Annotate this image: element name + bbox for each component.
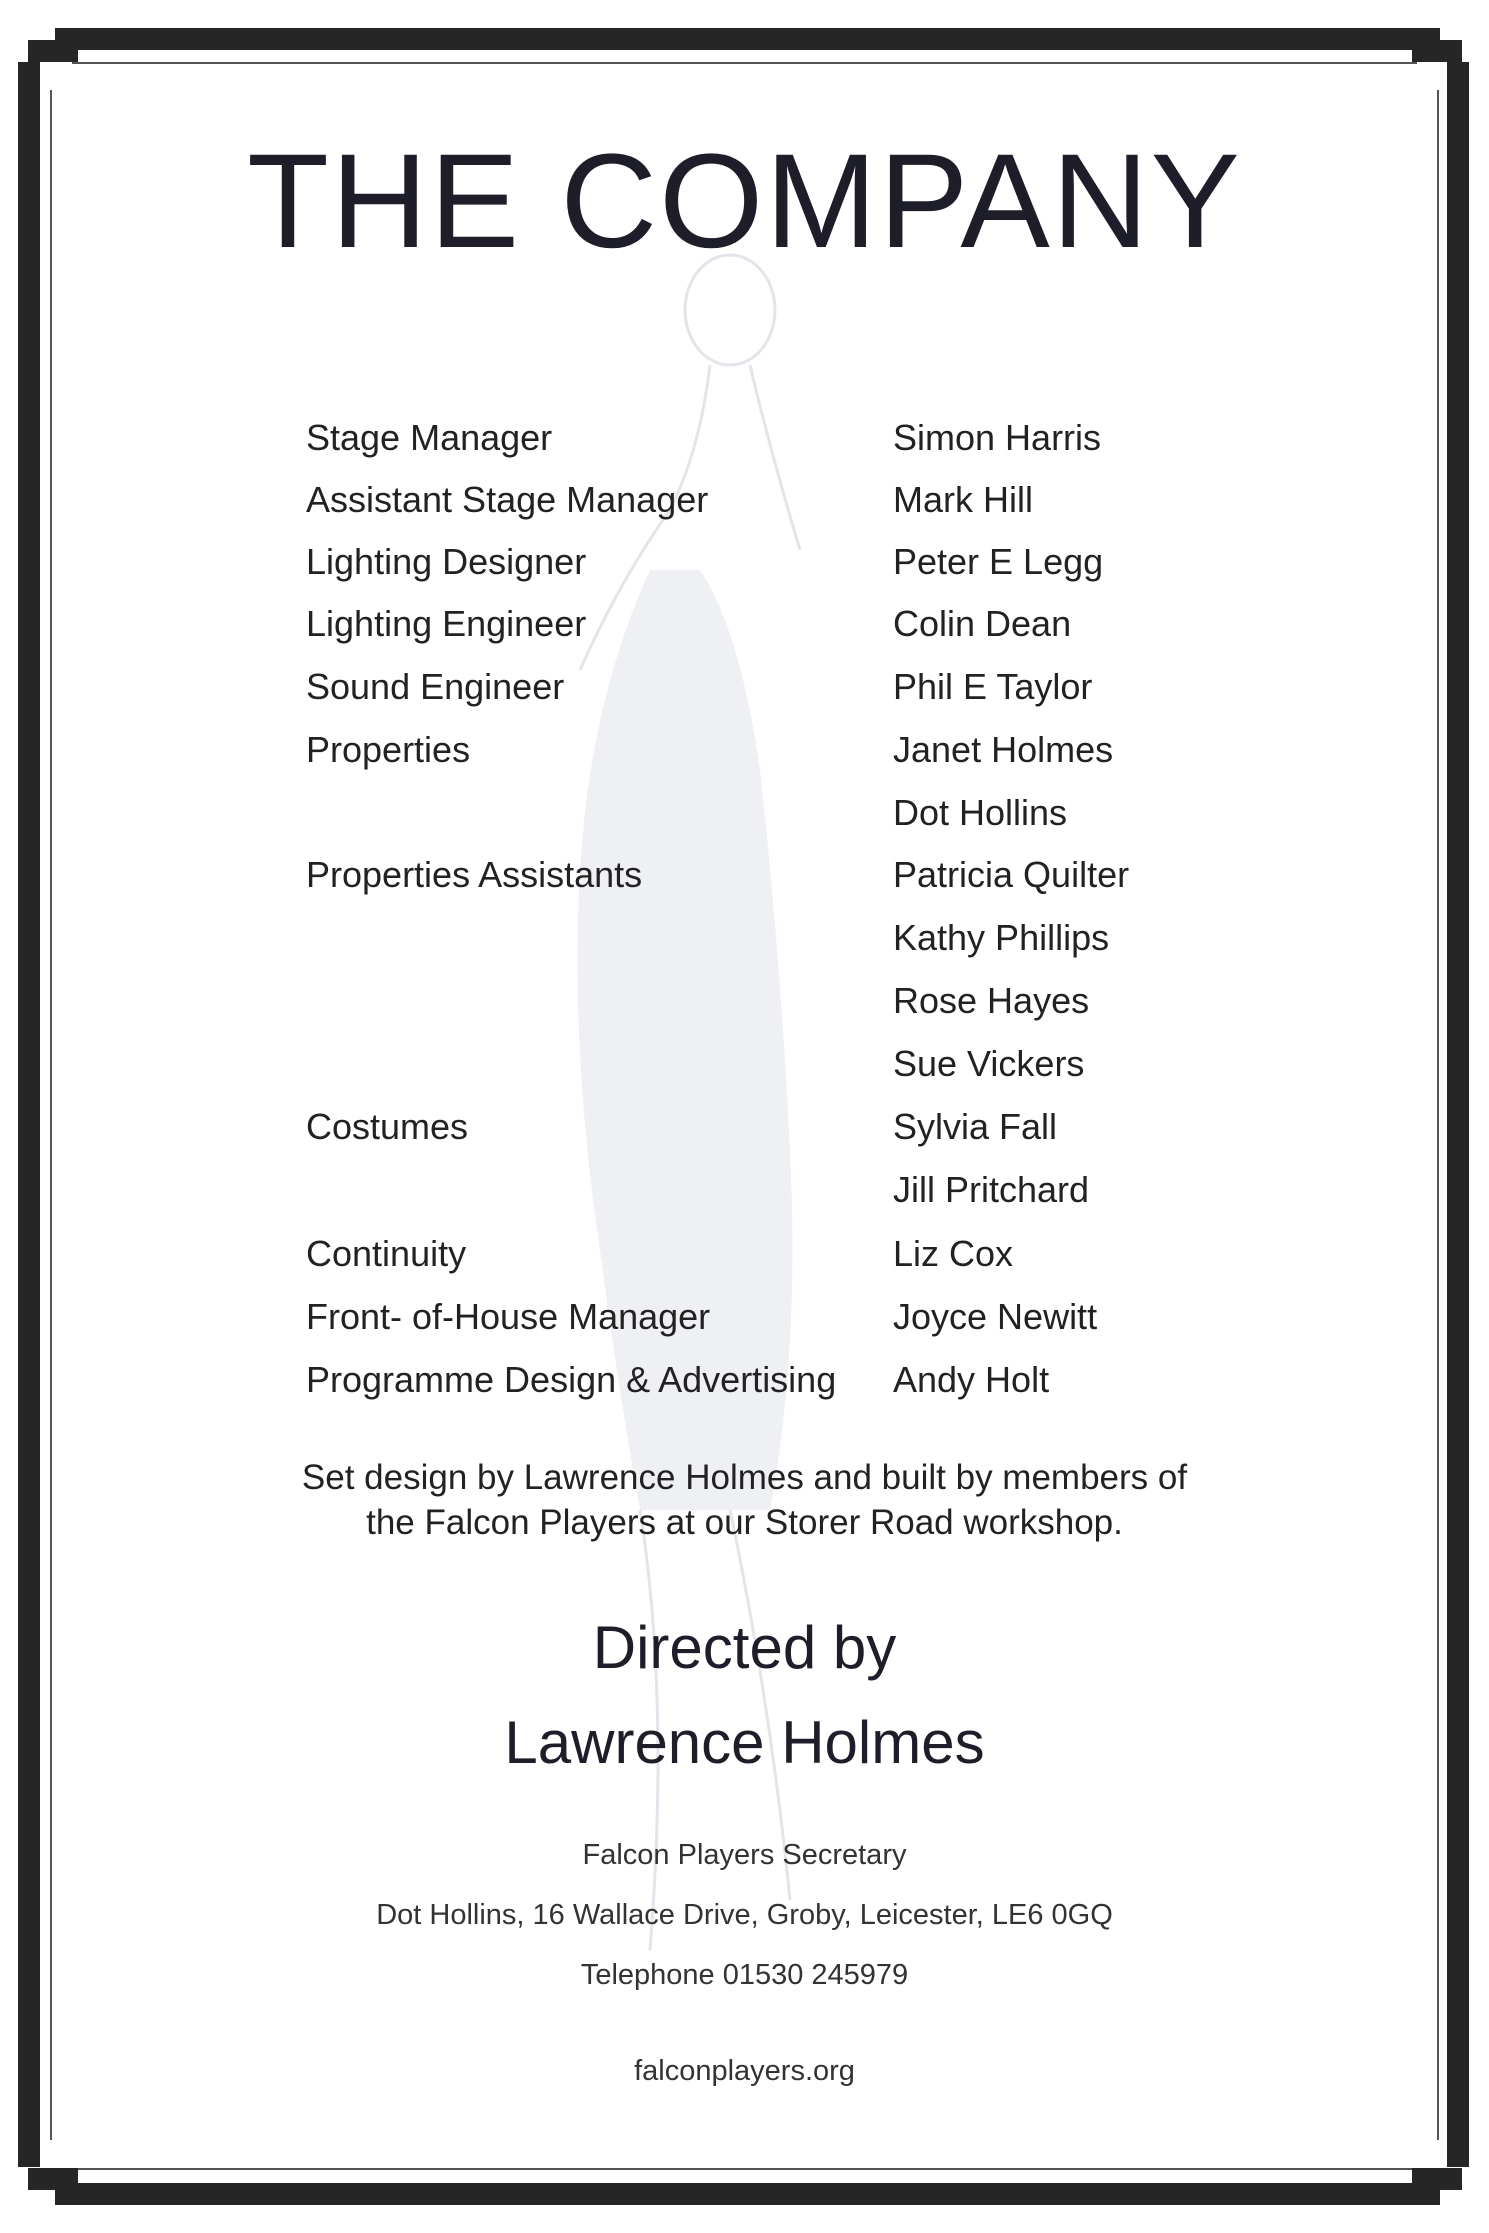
credit-name: Mark Hill xyxy=(893,479,1033,520)
credit-name: Jill Pritchard xyxy=(893,1169,1090,1210)
credit-row xyxy=(0,479,1489,542)
credit-row xyxy=(0,666,1489,729)
credit-name: Sue Vickers xyxy=(893,1043,1085,1084)
credit-row xyxy=(0,603,1489,666)
credit-row xyxy=(0,1043,1489,1106)
directed-by-label: Directed by xyxy=(592,1614,897,1681)
credit-role: Costumes xyxy=(306,1106,469,1147)
set-design-line: Set design by Lawrence Holmes and built by members of xyxy=(301,1458,1188,1497)
director-credit xyxy=(0,1600,1489,1790)
credit-row xyxy=(0,729,1489,792)
credit-row xyxy=(0,1359,1489,1422)
credit-row xyxy=(0,917,1489,980)
credit-row xyxy=(0,792,1489,855)
credit-role: Stage Manager xyxy=(306,417,553,458)
secretary-address: Dot Hollins, 16 Wallace Drive, Groby, Leicester, LE6 0GQ xyxy=(376,1899,1113,1931)
credit-name: Rose Hayes xyxy=(893,980,1090,1021)
credit-name: Liz Cox xyxy=(893,1233,1014,1274)
credit-role: Properties Assistants xyxy=(306,854,643,895)
secretary-contact xyxy=(0,1825,1489,2005)
credit-name: Janet Holmes xyxy=(893,729,1114,770)
credit-name: Peter E Legg xyxy=(893,541,1104,582)
credit-role: Programme Design & Advertising xyxy=(306,1359,837,1400)
credit-name: Phil E Taylor xyxy=(893,666,1093,707)
credit-row xyxy=(0,854,1489,917)
credit-name: Patricia Quilter xyxy=(893,854,1130,895)
credit-row xyxy=(0,1169,1489,1232)
credit-row xyxy=(0,980,1489,1043)
secretary-telephone: Telephone 01530 245979 xyxy=(580,1959,909,1991)
credit-role: Front- of-House Manager xyxy=(306,1296,711,1337)
credit-name: Kathy Phillips xyxy=(893,917,1110,958)
credit-role: Assistant Stage Manager xyxy=(306,479,709,520)
credit-name: Dot Hollins xyxy=(893,792,1068,833)
director-name: Lawrence Holmes xyxy=(504,1709,985,1776)
credit-row xyxy=(0,541,1489,604)
credit-name: Simon Harris xyxy=(893,417,1102,458)
secretary-heading: Falcon Players Secretary xyxy=(582,1839,907,1871)
credit-name: Andy Holt xyxy=(893,1359,1050,1400)
credit-role: Continuity xyxy=(306,1233,467,1274)
credit-role: Lighting Engineer xyxy=(306,603,587,644)
credit-row xyxy=(0,1106,1489,1169)
credit-role: Sound Engineer xyxy=(306,666,565,707)
set-design-note xyxy=(0,1455,1489,1545)
credit-name: Sylvia Fall xyxy=(893,1106,1058,1147)
page-title: THE COMPANY xyxy=(247,127,1242,276)
credit-row xyxy=(0,1233,1489,1296)
credit-role: Properties xyxy=(306,729,471,770)
set-design-line: the Falcon Players at our Storer Road workshop. xyxy=(366,1503,1123,1542)
credit-row xyxy=(0,1296,1489,1359)
credit-name: Joyce Newitt xyxy=(893,1296,1098,1337)
credit-name: Colin Dean xyxy=(893,603,1072,644)
credit-role: Lighting Designer xyxy=(306,541,587,582)
website-url: falconplayers.org xyxy=(634,2055,855,2087)
credit-row xyxy=(0,417,1489,480)
